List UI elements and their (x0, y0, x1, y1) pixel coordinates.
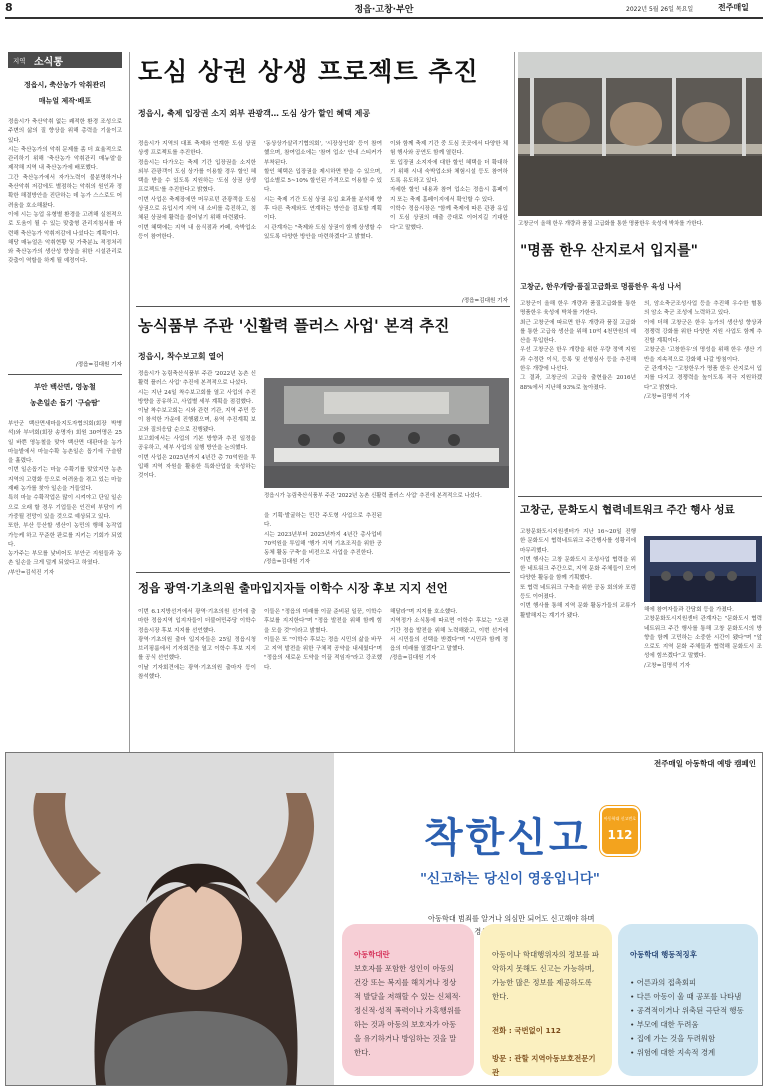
article4-photo (518, 52, 762, 216)
cattle-photo-graphic (518, 52, 762, 216)
ad-box-signs (618, 924, 758, 1076)
ad-description: 아동학대 범죄를 알거나 의심만 되어도 신고해야 하며 (428, 914, 595, 923)
article4-headline: "명품 한우 산지로서 입지를" (520, 243, 698, 259)
ad-slogan: "신고하는 당신이 영웅입니다" (420, 871, 600, 887)
ad-photo (6, 753, 334, 1085)
ad-box-report (480, 924, 612, 1076)
article2-photo (264, 378, 509, 488)
distressed-child-graphic (6, 753, 334, 1085)
ad-box-definition (342, 924, 474, 1076)
ad-box3-body: • 어른과의 접촉회피 • 다른 아동이 울 때 공포를 나타냄 • 공격적이거나 위축된 극단적 행동 • 부모에 대한 두려움 • 집에 가는 것을 두려워함 • 위험에 대한 지속적 경계 (630, 978, 744, 1057)
ad-box3-title: 아동학대 행동적징후 (630, 950, 697, 959)
article2-col2: 을 기획·발굴하는 민간 주도형 사업으로 추진된다. 시는 2023년부터 2025년까지 4년간 총사업비 70억원을 투입해 '행가 지역 기초조직을 위한 공동체 활동 구축'을 비전으로 사업을 추진한다. /정읍=김대원 기자 (264, 513, 382, 566)
article4-kicker: 고창군, 한우개량·품질고급화로 명품한우 육성 나서 (520, 282, 682, 291)
divider-a4-a5 (518, 496, 762, 497)
article3-col1: 이번 6.1지방선거에서 광역·기초의원 선거에 출마한 정읍지역 입지자들이 더불어민주당 이학수 정읍시장 후보 지지를 선언했다. 광역·기초의원 출마 입지자들은 25일 정읍시청 브리핑룸에서 기자회견을 열고 이학수 후보 지지를 공식 선언했다. 이날 기자회견에는 광역·기초의원 출마자 등이 참석했다. (138, 609, 256, 681)
article1-byline: /정읍=김대원 기자 (461, 298, 508, 304)
article3-headline: 정읍 광역·기초의원 출마입지자들 이학수 시장 후보 지지 선언 (138, 581, 448, 595)
page-number: 8 (5, 1, 13, 14)
ad-badge-number: 112 (607, 828, 633, 842)
sidebar-item2-subtitle: 농촌일손 돕기 '구슬땀' (29, 399, 101, 407)
ad-box2-visit: 방문 : 관할 지역아동보호전문기관 (492, 1054, 596, 1077)
ad-box2-phone: 전화 : 국번없이 112 (492, 1026, 561, 1035)
ad-title: 착한신고 (424, 815, 591, 861)
ad-badge (600, 806, 640, 856)
column-rule-2 (514, 52, 515, 752)
paper-name: 전주매일 (718, 3, 749, 12)
article2-col1: 정읍시가 농림축산식품부 주관 '2022년 농촌 신활력 플러스 사업' 추진에 본격적으로 나섰다. 시는 지난 24일 착수보고회를 열고 사업의 추진 방향을 공유하고, 사업별 세부 계획을 점검했다. 이날 착수보고회는 시와 관련 기관, 지역 주민 등이 참석한 가운데 진행됐으며, 용역 추진계획 보고와 질의응답 순으로 진행됐다. 보고회에서는 사업의 기본 방향과 추진 일정을 공유하고, 세부 사업의 실행 방안을 논의했다. 이번 사업은 2025년까지 4년간 총 70억원을 투입해 지역 자원을 활용한 특화산업을 육성하는 것이다. (138, 371, 256, 480)
article4-col1: 고창군이 올해 한우 개량과 품질고급화를 통한 명품한우 육성에 박차를 가한다. 최근 고창군에 따르면 한우 개량과 품질 고급화를 통한 고급육 생산을 위해 10억 4천만원의 예산을 투입한다. 우선 고창군은 한우 개량을 위한 우량 정액 지원과 수정란 이식, 등록 및 선형심사 등을 추진해 한우 개량에 나선다. 그 결과, 고창군의 고급육 출현율은 2016년 88%에서 지난해 93%로 높아졌다. (520, 301, 636, 391)
sidebar-item1-subtitle: 매뉴얼 제작·배포 (38, 97, 92, 105)
ad-badge-top: 아동학대 신고번호 (603, 816, 637, 821)
article5-col2: 해에 참여자들과 간담회 등을 가졌다. 고창문화도시지원센터 관계자는 "문화도시 협력네트워크 주간 행사를 통해 고창 문화도시의 방향을 함께 고민하는 소중한 시간이 됐다"며 "앞으로도 지역 문화 주체들과 협력해 문화도시 조성에 힘쓰겠다"고 말했다. /고창=김명석 기자 (644, 607, 762, 669)
column-rule-1 (129, 52, 130, 752)
article1-col3: 이와 함께 축제 기간 중 도심 곳곳에서 다양한 체험 행사와 공연도 함께 열린다. 또 입장권 소지자에 대한 할인 혜택을 더 확대하기 위해 시내 숙박업소와 체험시설 등도 참여하도록 유도하고 있다. 자세한 할인 내용과 참여 업소는 정읍시 홈페이지 또는 축제 홈페이지에서 확인할 수 있다. 이학수 정읍시장은 "함께 축제에 따른 관광 유입이 도심 상권의 매출 증대로 이어지길 기대한다"고 말했다. (390, 141, 508, 231)
article1-col1: 정읍시가 지역의 대표 축제와 연계한 도심 상권 상생 프로젝트를 추진한다. 정읍시는 다가오는 축제 기간 입장권을 소지한 외부 관광객이 도심 상가를 이용할 경우 할인 혜택을 받을 수 있도록 지원하는 '도심 상권 상생 프로젝트'를 추진한다고 밝혔다. 이번 사업은 축제장에만 머무르던 관광객을 도심 상권으로 유입시켜 지역 내 소비를 촉진하고, 침체된 상권에 활력을 불어넣기 위해 마련됐다. 이번 혜택에는 지역 내 음식점과 카페, 숙박업소 등이 참여한다. (138, 141, 256, 240)
section-title: 정읍·고창·부안 (354, 5, 414, 15)
article1-kicker: 정읍시, 축제 입장권 소지 외부 관광객… 도심 상가 할인 혜택 제공 (138, 109, 371, 118)
sidebar-header (8, 52, 122, 68)
article3-col2: 이들은 "정읍의 미래를 이끌 준비된 일꾼, 이학수 후보를 지지한다"며 "정읍 발전을 위해 함께 힘을 모을 것"이라고 밝혔다. 이들은 또 "이학수 후보는 정읍 시민의 삶을 바꾸고 지역 발전을 위한 구체적 공약을 내세웠다"며 "정읍의 새로운 도약을 이끌 적임자"라고 강조했다. (264, 609, 382, 671)
article4-col2: 의, 암소축군조성사업 등을 추진해 우수한 혈통의 암소 축군 조성에 노력하고 있다. 이에 더해 고창군은 한우 농가의 생산성 향상과 경쟁력 강화를 위한 다양한 지원 사업도 함께 추진할 계획이다. 고창군은 '고창한우'의 명성을 위해 한우 생산 기반을 지속적으로 강화해 나갈 방침이다. 군 관계자는 "고창한우가 명품 한우 산지로서 입지를 다지고 경쟁력을 높이도록 적극 지원하겠다"고 밝혔다. /고창=김명석 기자 (644, 301, 762, 400)
article4-caption: 고창군이 올해 한우 개량과 품질 고급화를 통한 명품한우 육성에 박차를 가한다. (518, 221, 704, 227)
article5-photo (644, 536, 762, 602)
article2-col3 (390, 512, 508, 568)
masthead (0, 0, 768, 18)
article3-col3: 해달라"며 지지를 호소했다. 지역정가 소식통에 따르면 이학수 후보는 "오랜 기간 정읍 발전을 위해 노력해왔고, 이번 선거에서 시민들의 선택을 받겠다"며 "시민과 함께 정읍의 미래를 열겠다"고 말했다. /정읍=김대원 기자 (390, 609, 508, 662)
divider-a2-a3 (136, 572, 510, 573)
ad-box1-body: 보호자를 포함한 성인이 아동의 건강 또는 복지를 해치거나 정상적 발달을 저해할 수 있는 신체적·정신적·성적 폭력이나 가혹행위를 하는 것과 아동의 보호자가 아동을 유기하거나 방임하는 것을 말한다. (354, 964, 462, 1057)
sidebar-divider (8, 374, 122, 375)
article2-caption: 정읍시가 농림축산식품부 주관 '2022년 농촌 신활력 플러스 사업' 추진에 본격적으로 나섰다. (264, 493, 482, 499)
article1-headline: 도심 상권 상생 프로젝트 추진 (138, 57, 479, 86)
sidebar-title: 소식통 (34, 57, 63, 68)
ad-box1-title: 아동학대란 (354, 950, 390, 959)
divider-a1-a2 (136, 306, 510, 307)
sidebar-item1-body: 정읍시가 축산악취 없는 쾌적한 환경 조성으로 주변의 삶의 질 향상을 위해 총력을 기울이고 있다. 시는 축산농가의 악취 문제를 좀 더 효율적으로 관리하기 위해 '축산농가 악취관리 매뉴얼'을 제작해 지역 내 축산농가에 배포했다. 그간 축산농가에서 자가노력이 불분명하거나 축산악취 저감에도 별점하는 악취의 원인과 정확한 해결방안을 진단하는 데 농가 스스로도 어려움을 호소해왔다. 이에 시는 농업 유형별 환경을 고려해 실천적으로 도움이 될 수 있는 맞춤형 관리지침서를 마련해 축산농가 악취저감에 나섰다는 계획이다. 해당 매뉴얼은 악취현황 및 가축분뇨 적정처리와 축산농가의 생산성 향상을 위한 시설관리로 갖춤이 역할을 하게 될 예정이다. (8, 119, 122, 265)
sidebar-item2-body: 부안군 백산면새마을지도자협의회(회장 박병석)와 부녀회(회장 송명자) 회원 30여명은 25일 바쁜 영농철을 맞아 백산면 대판마을 농가 마늘밭에서 마늘수확 농촌일손 돕기에 구슬땀을 흘렸다. 이번 일손돕기는 마늘 수확기를 맞았지만 농촌지역의 고령화 등으로 어려움을 겪고 있는 마늘 재배 농가를 찾아 일손을 거들었다. 특히 마늘 수확작업은 많이 시켜야고 단일 일손으로 오래 할 경우 기업들은 인건비 부담이 커 가중될 전망이 있을 것으로 예상되고 있다. 또한, 부산 등산할 생산이 농민의 행해 농작업 가능케 하고 꾸준한 판로를 지키는 기회가 되었다. 농가주는 부모를 낯비어도 부안군 지원들과 농촌 일손을 크게 덜게 되었다고 하였다. /부안=김석진 기자 (8, 421, 122, 576)
article2-kicker: 정읍시, 착수보고회 열어 (138, 352, 224, 361)
event-photo-graphic (644, 536, 762, 602)
sidebar-item2-title: 부안 백산면, 영농철 (34, 383, 96, 391)
issue-date: 2022년 5월 26일 목요일 (626, 6, 694, 13)
sidebar-label: 지역 (13, 57, 26, 65)
masthead-rule (5, 17, 763, 19)
sidebar-item1-byline: /정읍=김대원 기자 (75, 362, 122, 368)
article2-headline: 농식품부 주관 '신활력 플러스 사업' 본격 추진 (138, 316, 450, 335)
sidebar-item1-title: 정읍시, 축산농가 악취관리 (24, 81, 106, 89)
article5-headline: 고창군, 문화도시 협력네트워크 주간 행사 성료 (520, 504, 735, 516)
ad-campaign: 전주매일 아동학대 예방 캠페인 (653, 759, 756, 768)
meeting-photo-graphic (264, 378, 509, 488)
ad-box2-body: 아동이나 학대행위자의 정보를 파악하지 못해도 신고는 가능하며, 가능한 많은 정보를 제공하도록 한다. (492, 950, 600, 1001)
article1-col2: '동상상가살리기협의회', '시장상인회' 등이 참여했으며, 참여업소에는 '참여 업소' 안내 스티커가 부착된다. 할인 혜택은 입장권을 제시하면 받을 수 있으며, 업소별로 5~10% 할인된 가격으로 이용할 수 있다. 시는 축제 기간 도심 상권 유입 효과를 분석해 향후 다른 축제와도 연계하는 방안을 검토할 계획이다. 시 관계자는 "축제와 도심 상권이 함께 상생할 수 있도록 다양한 방안을 마련하겠다"고 밝혔다. (264, 141, 382, 240)
article5-col1: 고창문화도시지원센터가 지난 16~20일 진행한 문화도시 협력네트워크 주간행사를 성황리에 마무리했다. 이번 행사는 고창 문화도시 조성사업 협력을 위한 네트워크 주간으로, 지역 문화 주체들이 모여 다양한 활동을 함께 기획했다. 또 협력 네트워크 구축을 위한 공동 회의와 포럼 등도 이어졌다. 이번 행사를 통해 지역 문화 활동가들의 교류가 활발해지는 계기가 됐다. (520, 529, 636, 619)
